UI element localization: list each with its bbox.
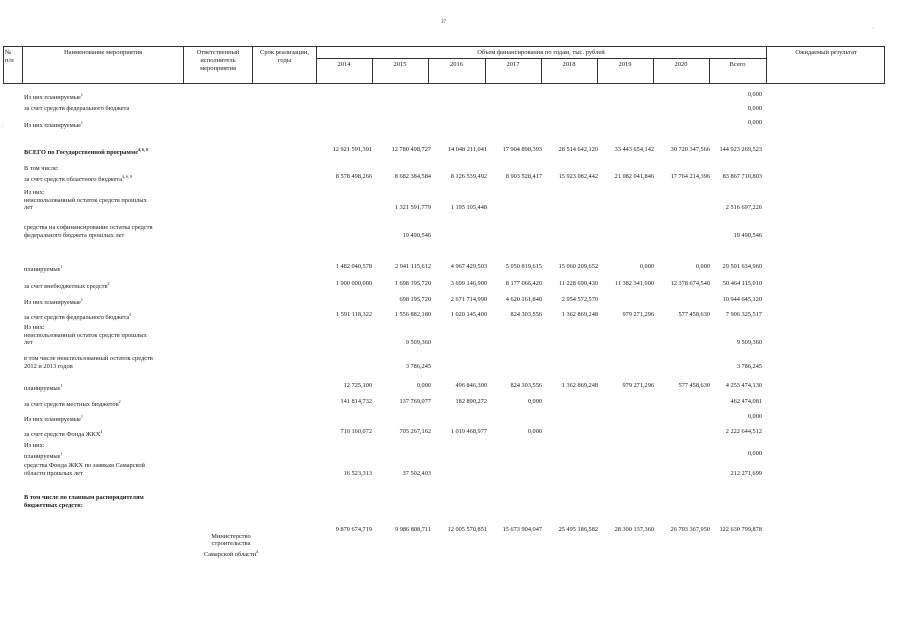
table-cell-value: 979 271,296 (622, 311, 654, 318)
table-cell-value: 19 490,546 (733, 231, 762, 239)
header-activity-name: Наименование мероприятия (63, 49, 143, 56)
row-label-text: за счет средств местных бюджетов (24, 401, 119, 409)
row-label-text: в том числе неиспользованный остаток средств 2012 и 2013 годов (24, 355, 153, 370)
table-cell-value: 9 509,360 (405, 339, 431, 347)
table-cell-value: 37 502,403 (402, 469, 431, 477)
row-label-text: Из них планируемые (24, 122, 81, 130)
table-cell-value: 1 698 195,720 (394, 280, 431, 287)
table-cell-value: 0,000 (527, 398, 542, 405)
table-cell-value: 15 060 209,652 (558, 263, 598, 270)
table-cell-value: 12 378 674,540 (670, 280, 710, 287)
header-number: № п/п (5, 49, 14, 64)
footnote-mark: 1 (60, 383, 63, 388)
row-label-text: средства Фонда ЖКХ по заявкам Самарской области прошлых лет (24, 462, 145, 477)
footnote-mark: 4, 6, 8 (122, 173, 133, 179)
table-cell-value: 9 986 808,711 (395, 526, 431, 533)
row-label (24, 413, 184, 424)
footnote-mark: 4, 6, 8 (138, 147, 149, 152)
table-cell-value: 462 474,081 (730, 398, 762, 405)
table-cell-value: 9 509,360 (736, 339, 762, 347)
table-cell-value: 0,000 (747, 91, 762, 98)
table-cell-value: 8 682 384,584 (394, 172, 431, 180)
row-label (24, 263, 184, 274)
header-financing: Объем финансирования по годам, тыс. рублей (477, 49, 605, 56)
row-label-text: за счет средств федерального бюджета (24, 314, 130, 322)
row-label-text: за счет средств федерального бюджета (24, 105, 130, 112)
row-label-text: В том числе по главным распорядителям бюджетных средств: (24, 494, 144, 509)
table-cell-value: 12 725,100 (343, 382, 372, 389)
table-cell-value: 141 814,732 (340, 398, 372, 405)
table-cell-value: 12 005 570,851 (447, 526, 487, 533)
table-cell-value: 1 362 869,248 (561, 382, 598, 389)
row-label (24, 224, 184, 239)
footnote-mark: 1 (80, 297, 83, 302)
footnote-mark: 2 (118, 399, 121, 404)
table-cell-value: 29 501 634,960 (722, 263, 762, 270)
table-cell-value: 3 699 146,900 (450, 280, 487, 287)
table-cell-value: 1 482 040,578 (335, 263, 372, 270)
table-cell-value: 14 048 211,041 (447, 146, 487, 153)
ministry-name-text: Министерство строительства Самарской области (203, 532, 257, 558)
row-label-text: Из них: неиспользованный остаток средств прошлых лет (24, 189, 147, 212)
table-cell-value: 705 267,162 (399, 428, 431, 435)
footnote-mark: 1 (80, 414, 83, 419)
row-label-text: за счет средств Фонда ЖКХ (24, 431, 101, 439)
row-label-text: Из них планируемые (24, 94, 81, 102)
table-cell-value: 3 786,245 (405, 362, 431, 370)
table-cell-value: 15 923 082,442 (558, 172, 598, 180)
row-label-text: Из них: планируемые (24, 442, 61, 460)
table-cell-value: 4 620 161,840 (505, 296, 542, 303)
divider (22, 46, 23, 84)
footnote-mark: 4 (129, 312, 132, 317)
table-cell-value: 15 673 904,047 (502, 526, 542, 533)
row-label-text: Из них планируемые (24, 416, 81, 424)
row-label (24, 91, 184, 102)
row-label-text: планируемые (24, 385, 61, 393)
row-label (24, 165, 184, 183)
header-year: 2015 (393, 61, 407, 68)
row-label-text: В том числе: за счет средств областного бюджета (24, 165, 123, 183)
row-label (24, 398, 184, 409)
row-label-text: Из них: неиспользованный остаток средств прошлых лет (24, 324, 147, 347)
table-cell-value: 4 967 429,503 (450, 263, 487, 270)
table-cell-value: 33 443 654,142 (614, 146, 654, 153)
table-cell-value: 212 271,699 (730, 469, 762, 477)
table-cell-value: 11 228 690,430 (558, 280, 598, 287)
table-cell-value: 0,000 (747, 413, 762, 420)
table-cell-value: 17 904 898,393 (502, 146, 542, 153)
table-cell-value: 122 630 799,878 (719, 526, 762, 533)
row-label (24, 428, 184, 439)
ministry-name (196, 525, 266, 559)
footnote-mark: 1 (80, 92, 83, 97)
header-year: 2016 (450, 61, 463, 68)
table-cell-value: 7 906 325,517 (725, 311, 762, 318)
row-label (24, 296, 184, 307)
scan-mark: · (2, 124, 4, 130)
table-cell-value: 25 495 186,582 (558, 526, 598, 533)
row-label-text: средства на софинансирование остатка средств федерального бюджета прошлых лет (24, 224, 153, 239)
row-label (24, 105, 184, 113)
table-cell-value: 1 362 869,248 (561, 311, 598, 318)
header-expected-result: Ожидаемый результат (795, 49, 857, 56)
table-cell-value: 9 870 674,719 (335, 526, 372, 533)
row-label (24, 442, 184, 460)
table-cell-value: 30 720 347,566 (670, 146, 710, 153)
row-label (24, 280, 184, 291)
table-cell-value: 83 867 710,803 (722, 172, 762, 180)
table-cell-value: 0,000 (747, 449, 762, 457)
table-cell-value: 8 126 539,492 (450, 172, 487, 180)
table-cell-value: 824 303,556 (510, 311, 542, 318)
row-label (24, 146, 184, 157)
table-cell-value: 979 271,296 (622, 382, 654, 389)
row-label (24, 324, 184, 347)
footnote-mark: 2 (107, 281, 110, 286)
row-label-text: за счет внебюджетных средств (24, 283, 108, 291)
header-year: 2019 (618, 61, 632, 68)
footnote-mark: 1 (60, 450, 63, 456)
header-year: 2014 (337, 61, 351, 68)
row-label (24, 189, 184, 212)
table-cell-value: 5 050 819,615 (505, 263, 542, 270)
table-cell-value: 21 082 041,846 (614, 172, 654, 180)
table-cell-value: 824 303,556 (510, 382, 542, 389)
table-cell-value: 1 019 468,977 (450, 428, 487, 435)
row-label-text: планируемые (24, 266, 61, 274)
header-responsible: Ответственный исполнитель мероприятия (196, 49, 240, 72)
header-year: 2017 (506, 61, 520, 68)
table-cell-value: 0,000 (527, 428, 542, 435)
table-cell-value: 0,000 (416, 382, 431, 389)
row-label (24, 311, 184, 322)
table-cell-value: 137 769,077 (399, 398, 431, 405)
table-cell-value: 8 903 528,417 (505, 172, 542, 180)
table-cell-value: 698 195,720 (399, 296, 431, 303)
footnote-mark: 1 (60, 264, 63, 269)
table-cell-value: 2 516 697,226 (725, 204, 762, 212)
header-term: Срок реализации, годы (259, 49, 309, 64)
table-cell-value: 1 020 145,400 (450, 311, 487, 318)
row-label (24, 119, 184, 130)
table-cell-value: 0,000 (747, 119, 762, 126)
table-cell-value: 12 780 498,727 (391, 146, 431, 153)
table-cell-value: 28 514 642,120 (558, 146, 598, 153)
row-label (24, 355, 184, 370)
table-cell-value: 0,000 (695, 263, 710, 270)
header-year: Всего (729, 61, 746, 68)
row-label (24, 494, 184, 509)
table-cell-value: 1 591 118,322 (336, 311, 372, 318)
table-cell-value: 182 890,272 (455, 398, 487, 405)
table-cell-value: 1 556 882,180 (394, 311, 431, 318)
row-label-text: ВСЕГО по Государственной программе (24, 149, 139, 157)
table-cell-value: 496 846,300 (455, 382, 487, 389)
table-cell-value: 2 671 714,990 (450, 296, 487, 303)
table-cell-value: 0,000 (639, 263, 654, 270)
table-cell-value: 1 900 000,000 (335, 280, 372, 287)
table-cell-value: 8 177 066,420 (505, 280, 542, 287)
table-cell-value: 144 923 269,523 (719, 146, 762, 153)
table-cell-value: 28 300 137,360 (614, 526, 654, 533)
footnote-mark: 1 (80, 120, 83, 125)
table-cell-value: 17 764 214,396 (670, 172, 710, 180)
table-cell-value: 0,000 (747, 105, 762, 112)
row-label-text: Из них планируемые (24, 299, 81, 307)
table-cell-value: 577 458,630 (678, 382, 710, 389)
footnote-mark: 4 (256, 548, 259, 554)
table-cell-value: 577 458,630 (678, 311, 710, 318)
row-label (24, 462, 184, 477)
scan-mark: · (872, 26, 874, 32)
table-cell-value: 1 321 591,779 (394, 204, 431, 212)
footnote-mark: 4 (100, 429, 103, 434)
table-cell-value: 4 253 474,130 (725, 382, 762, 389)
table-cell-value: 2 954 572,570 (561, 296, 598, 303)
table-cell-value: 8 578 498,266 (335, 172, 372, 180)
table-cell-value: 11 382 341,000 (614, 280, 654, 287)
row-label (24, 382, 184, 393)
page-number: 37 (441, 20, 446, 25)
table-cell-value: 1 195 105,448 (450, 204, 487, 212)
table-cell-value: 50 464 115,010 (722, 280, 762, 287)
header-year: 2020 (674, 61, 688, 68)
table-cell-value: 26 703 367,950 (670, 526, 710, 533)
table-cell-value: 710 160,072 (340, 428, 372, 435)
table-cell-value: 16 523,313 (343, 469, 372, 477)
table-cell-value: 2 941 115,612 (395, 263, 431, 270)
table-cell-value: 10 944 645,120 (722, 296, 762, 303)
table-cell-value: 3 786,245 (736, 362, 762, 370)
table-cell-value: 19 490,546 (402, 231, 431, 239)
table-cell-value: 2 222 644,512 (725, 428, 762, 435)
header-year: 2018 (562, 61, 576, 68)
table-cell-value: 12 921 591,391 (332, 146, 372, 153)
